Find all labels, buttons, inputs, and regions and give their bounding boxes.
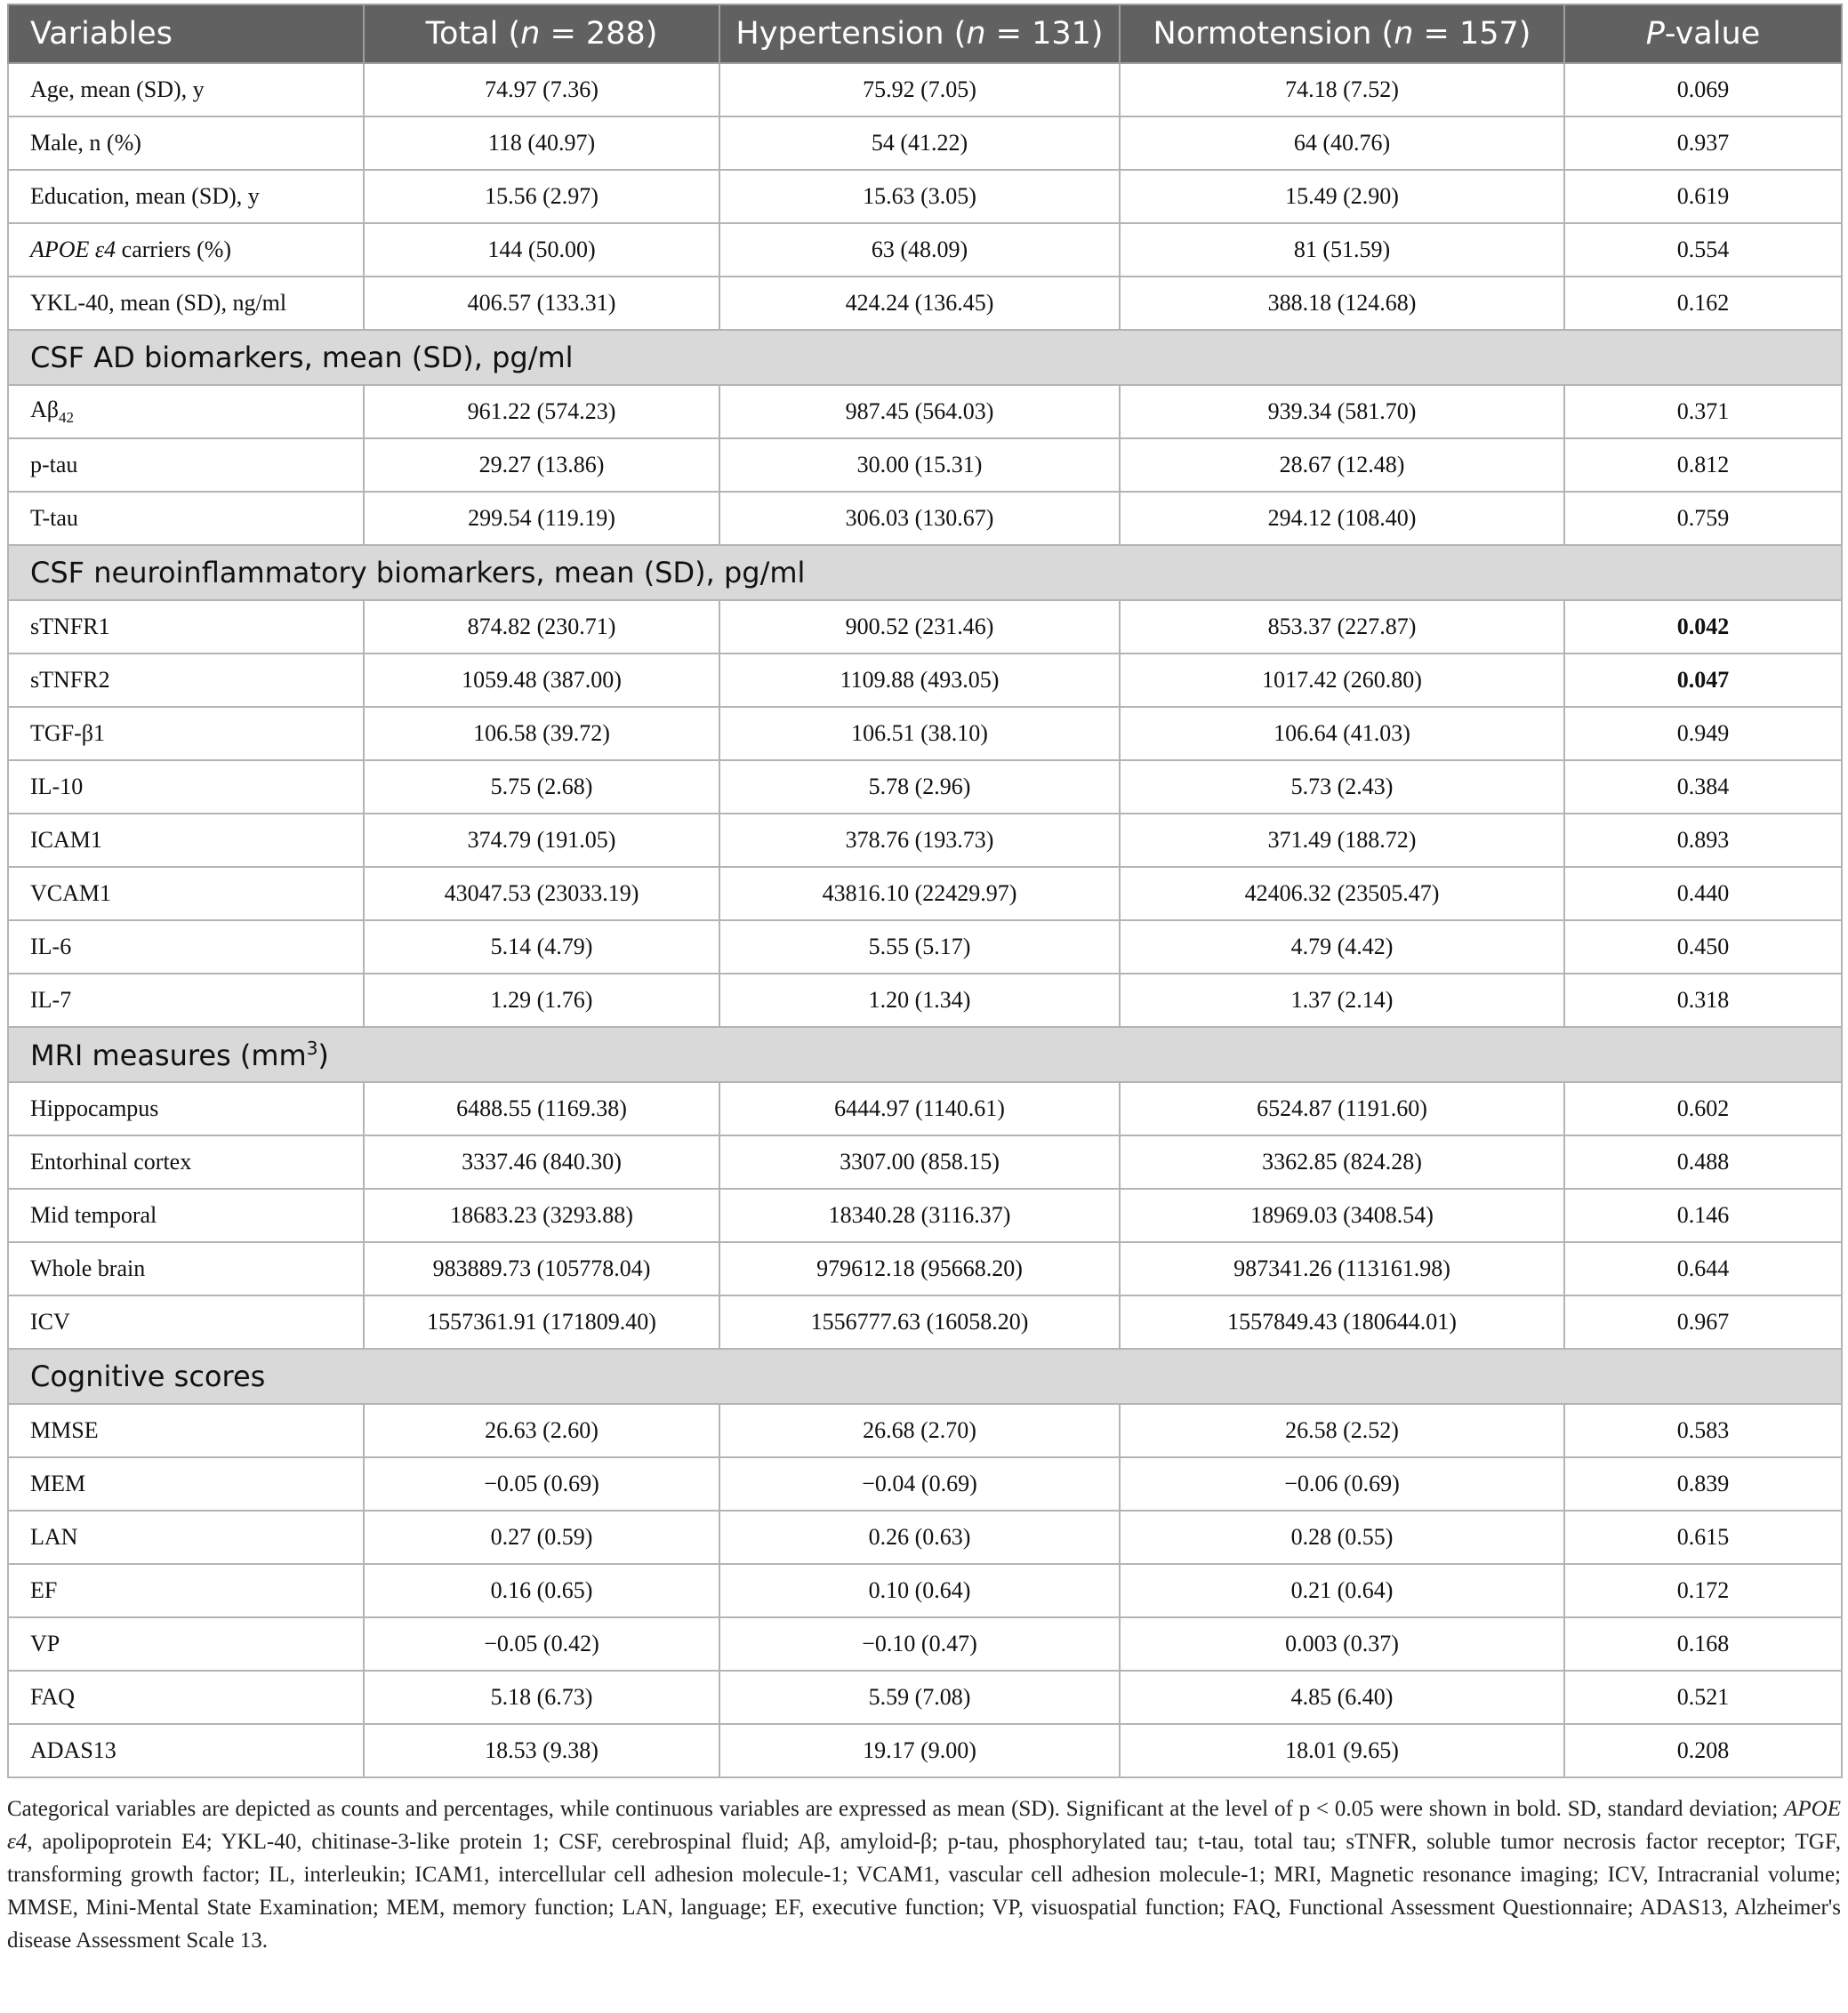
row-label: FAQ <box>8 1671 364 1724</box>
cell-p-value: 0.521 <box>1564 1671 1842 1724</box>
cell-hypertension: 54 (41.22) <box>719 116 1120 170</box>
row-label: sTNFR2 <box>8 654 364 707</box>
table-row <box>8 1135 1842 1189</box>
cell-p-value: 0.208 <box>1564 1724 1842 1777</box>
header-p-value <box>1564 4 1842 63</box>
cell-normotension: 81 (51.59) <box>1120 223 1564 277</box>
abeta-subscript: 42 <box>59 409 75 426</box>
cell-total: 5.14 (4.79) <box>364 920 719 974</box>
cell-hypertension: 63 (48.09) <box>719 223 1120 277</box>
section-cognitive: Cognitive scores <box>8 1349 1842 1404</box>
cell-normotension: 6524.87 (1191.60) <box>1120 1082 1564 1135</box>
cell-hypertension: 1109.88 (493.05) <box>719 654 1120 707</box>
cell-hypertension: 5.78 (2.96) <box>719 760 1120 814</box>
table-row <box>8 1189 1842 1242</box>
table-row <box>8 814 1842 867</box>
cell-total: 0.27 (0.59) <box>364 1511 719 1564</box>
characteristics-table <box>7 4 1843 1778</box>
table-row <box>8 1724 1842 1777</box>
header-norm-post: = 157) <box>1413 16 1531 52</box>
cell-normotension: 1017.42 (260.80) <box>1120 654 1564 707</box>
row-label: VP <box>8 1617 364 1671</box>
row-label: VCAM1 <box>8 867 364 920</box>
cell-p-value: 0.554 <box>1564 223 1842 277</box>
cell-p-value: 0.371 <box>1564 385 1842 438</box>
cell-total: 74.97 (7.36) <box>364 63 719 116</box>
table-header-row <box>8 4 1842 63</box>
cell-p-value: 0.839 <box>1564 1457 1842 1511</box>
table-row <box>8 1671 1842 1724</box>
row-label: IL-6 <box>8 920 364 974</box>
header-p-rest: -value <box>1664 16 1761 52</box>
cell-total: 106.58 (39.72) <box>364 707 719 760</box>
cell-p-value: 0.967 <box>1564 1295 1842 1349</box>
section-row <box>8 330 1842 385</box>
abeta-label: Aβ <box>30 397 60 422</box>
cell-hypertension: 6444.97 (1140.61) <box>719 1082 1120 1135</box>
cell-normotension: 42406.32 (23505.47) <box>1120 867 1564 920</box>
table-row <box>8 1617 1842 1671</box>
table-document <box>7 4 1841 1957</box>
footnote-part1: Categorical variables are depicted as counts and percentages, while continuous variables are expressed as mean (SD). Significant at the level of p < 0.05 were shown in bold. SD, standard deviation; <box>7 1797 1785 1821</box>
cell-hypertension: 987.45 (564.03) <box>719 385 1120 438</box>
cell-p-value: 0.812 <box>1564 438 1842 492</box>
row-label: ADAS13 <box>8 1724 364 1777</box>
cell-hypertension: 5.59 (7.08) <box>719 1671 1120 1724</box>
cell-hypertension: 75.92 (7.05) <box>719 63 1120 116</box>
table-row <box>8 760 1842 814</box>
cell-hypertension: 1.20 (1.34) <box>719 974 1120 1027</box>
cell-normotension: 294.12 (108.40) <box>1120 492 1564 545</box>
cell-hypertension: −0.04 (0.69) <box>719 1457 1120 1511</box>
header-variables: Variables <box>8 4 364 63</box>
header-hyp-post: = 131) <box>985 16 1104 52</box>
row-label: ICAM1 <box>8 814 364 867</box>
table-row <box>8 1564 1842 1617</box>
row-label: Male, n (%) <box>8 116 364 170</box>
table-row <box>8 654 1842 707</box>
cell-hypertension: 979612.18 (95668.20) <box>719 1242 1120 1295</box>
cell-normotension: 106.64 (41.03) <box>1120 707 1564 760</box>
table-row <box>8 63 1842 116</box>
cell-total: 299.54 (119.19) <box>364 492 719 545</box>
cell-hypertension: 15.63 (3.05) <box>719 170 1120 223</box>
cell-normotension: 4.79 (4.42) <box>1120 920 1564 974</box>
cell-p-value: 0.615 <box>1564 1511 1842 1564</box>
cell-total: 18683.23 (3293.88) <box>364 1189 719 1242</box>
table-row <box>8 974 1842 1027</box>
cell-total: 374.79 (191.05) <box>364 814 719 867</box>
row-label: YKL-40, mean (SD), ng/ml <box>8 277 364 330</box>
row-label <box>8 223 364 277</box>
cell-hypertension: 900.52 (231.46) <box>719 600 1120 654</box>
table-row <box>8 223 1842 277</box>
row-label: sTNFR1 <box>8 600 364 654</box>
cell-normotension: 28.67 (12.48) <box>1120 438 1564 492</box>
cell-p-value: 0.602 <box>1564 1082 1842 1135</box>
cell-normotension: 4.85 (6.40) <box>1120 1671 1564 1724</box>
apoe-label-rest: carriers (%) <box>116 237 232 262</box>
cell-total: 406.57 (133.31) <box>364 277 719 330</box>
cell-normotension: 18.01 (9.65) <box>1120 1724 1564 1777</box>
table-row <box>8 920 1842 974</box>
cell-p-value: 0.069 <box>1564 63 1842 116</box>
cell-p-value-significant: 0.042 <box>1564 600 1842 654</box>
section-mri <box>8 1027 1842 1082</box>
cell-normotension: 15.49 (2.90) <box>1120 170 1564 223</box>
cell-total: 3337.46 (840.30) <box>364 1135 719 1189</box>
header-normotension <box>1120 4 1564 63</box>
row-label: Hippocampus <box>8 1082 364 1135</box>
cell-hypertension: 106.51 (38.10) <box>719 707 1120 760</box>
row-label: MMSE <box>8 1404 364 1457</box>
cell-hypertension: 424.24 (136.45) <box>719 277 1120 330</box>
section-csf-neuroinflammatory: CSF neuroinflammatory biomarkers, mean (SD), pg/ml <box>8 545 1842 600</box>
section-csf-ad: CSF AD biomarkers, mean (SD), pg/ml <box>8 330 1842 385</box>
header-hyp-n: n <box>966 16 986 52</box>
cell-total: 18.53 (9.38) <box>364 1724 719 1777</box>
cell-normotension: 74.18 (7.52) <box>1120 63 1564 116</box>
cell-total: 5.18 (6.73) <box>364 1671 719 1724</box>
table-row <box>8 492 1842 545</box>
cell-hypertension: 306.03 (130.67) <box>719 492 1120 545</box>
cell-normotension: 26.58 (2.52) <box>1120 1404 1564 1457</box>
cell-total: 118 (40.97) <box>364 116 719 170</box>
cell-p-value: 0.488 <box>1564 1135 1842 1189</box>
cell-p-value: 0.583 <box>1564 1404 1842 1457</box>
cell-normotension: 371.49 (188.72) <box>1120 814 1564 867</box>
header-total-post: = 288) <box>540 16 658 52</box>
footnote-apoe-italic: APOE ε4 <box>7 1797 1841 1854</box>
cell-total: 874.82 (230.71) <box>364 600 719 654</box>
table-row <box>8 385 1842 438</box>
cell-p-value: 0.162 <box>1564 277 1842 330</box>
table-row <box>8 170 1842 223</box>
header-hyp-pre: Hypertension ( <box>735 16 967 52</box>
cell-p-value: 0.619 <box>1564 170 1842 223</box>
cell-normotension: 853.37 (227.87) <box>1120 600 1564 654</box>
cell-hypertension: 30.00 (15.31) <box>719 438 1120 492</box>
cell-total: 43047.53 (23033.19) <box>364 867 719 920</box>
cell-hypertension: 18340.28 (3116.37) <box>719 1189 1120 1242</box>
cell-hypertension: 0.26 (0.63) <box>719 1511 1120 1564</box>
cell-hypertension: 43816.10 (22429.97) <box>719 867 1120 920</box>
row-label: TGF-β1 <box>8 707 364 760</box>
cell-normotension: 18969.03 (3408.54) <box>1120 1189 1564 1242</box>
table-row <box>8 1511 1842 1564</box>
section-row <box>8 1349 1842 1404</box>
cell-p-value: 0.172 <box>1564 1564 1842 1617</box>
cell-total: 961.22 (574.23) <box>364 385 719 438</box>
cell-hypertension: 26.68 (2.70) <box>719 1404 1120 1457</box>
header-hypertension <box>719 4 1120 63</box>
cell-total: 144 (50.00) <box>364 223 719 277</box>
cell-total: −0.05 (0.42) <box>364 1617 719 1671</box>
row-label: Age, mean (SD), y <box>8 63 364 116</box>
header-total <box>364 4 719 63</box>
apoe-label-italic: APOE ε4 <box>30 237 117 262</box>
cell-total: 29.27 (13.86) <box>364 438 719 492</box>
row-label: Education, mean (SD), y <box>8 170 364 223</box>
cell-normotension: 5.73 (2.43) <box>1120 760 1564 814</box>
table-row <box>8 1242 1842 1295</box>
cell-normotension: 939.34 (581.70) <box>1120 385 1564 438</box>
cell-p-value: 0.146 <box>1564 1189 1842 1242</box>
cell-normotension: 1.37 (2.14) <box>1120 974 1564 1027</box>
cell-normotension: 0.21 (0.64) <box>1120 1564 1564 1617</box>
table-row <box>8 1457 1842 1511</box>
cell-hypertension: 1556777.63 (16058.20) <box>719 1295 1120 1349</box>
cell-total: 0.16 (0.65) <box>364 1564 719 1617</box>
row-label: LAN <box>8 1511 364 1564</box>
cell-normotension: 987341.26 (113161.98) <box>1120 1242 1564 1295</box>
cell-p-value: 0.937 <box>1564 116 1842 170</box>
cell-normotension: 3362.85 (824.28) <box>1120 1135 1564 1189</box>
table-row <box>8 600 1842 654</box>
row-label: EF <box>8 1564 364 1617</box>
cell-total: 6488.55 (1169.38) <box>364 1082 719 1135</box>
table-row <box>8 438 1842 492</box>
section-mri-pre: MRI measures (mm <box>30 1038 307 1072</box>
cell-p-value: 0.440 <box>1564 867 1842 920</box>
cell-total: 1557361.91 (171809.40) <box>364 1295 719 1349</box>
cell-total: 1.29 (1.76) <box>364 974 719 1027</box>
cell-total: 15.56 (2.97) <box>364 170 719 223</box>
table-row <box>8 1404 1842 1457</box>
cell-normotension: −0.06 (0.69) <box>1120 1457 1564 1511</box>
cell-total: 1059.48 (387.00) <box>364 654 719 707</box>
cell-p-value: 0.168 <box>1564 1617 1842 1671</box>
header-norm-pre: Normotension ( <box>1153 16 1394 52</box>
cell-hypertension: 19.17 (9.00) <box>719 1724 1120 1777</box>
section-row <box>8 545 1842 600</box>
cell-hypertension: 5.55 (5.17) <box>719 920 1120 974</box>
row-label: IL-10 <box>8 760 364 814</box>
table-row <box>8 277 1842 330</box>
cell-normotension: 0.003 (0.37) <box>1120 1617 1564 1671</box>
table-row <box>8 116 1842 170</box>
cell-total: −0.05 (0.69) <box>364 1457 719 1511</box>
cell-hypertension: 3307.00 (858.15) <box>719 1135 1120 1189</box>
cell-hypertension: 378.76 (193.73) <box>719 814 1120 867</box>
row-label: Entorhinal cortex <box>8 1135 364 1189</box>
cell-p-value: 0.450 <box>1564 920 1842 974</box>
cell-p-value: 0.893 <box>1564 814 1842 867</box>
cell-hypertension: 0.10 (0.64) <box>719 1564 1120 1617</box>
table-row <box>8 867 1842 920</box>
cell-total: 26.63 (2.60) <box>364 1404 719 1457</box>
cell-p-value: 0.949 <box>1564 707 1842 760</box>
cell-total: 983889.73 (105778.04) <box>364 1242 719 1295</box>
section-mri-sup: 3 <box>306 1037 318 1059</box>
table-row <box>8 707 1842 760</box>
cell-p-value: 0.644 <box>1564 1242 1842 1295</box>
row-label: IL-7 <box>8 974 364 1027</box>
header-total-n: n <box>520 16 541 52</box>
footnote-part2: , apolipoprotein E4; YKL-40, chitinase-3-like protein 1; CSF, cerebrospinal fluid; Aβ, amyloid-β; p-tau, phosphorylated tau; t-tau, total tau; sTNFR, soluble tumor necrosis factor receptor; TGF, transforming growth factor; IL, interleukin; ICAM1, intercellular cell adhesion molecule-1; VCAM1, vascular cell adhesion molecule-1; MRI, Magnetic resonance imaging; ICV, Intracranial volume; MMSE, Mini-Mental State Examination; MEM, memory function; LAN, language; EF, executive function; VP, visuospatial function; FAQ, Functional Assessment Questionnaire; ADAS13, Alzheimer's disease Assessment Scale 13. <box>7 1830 1841 1953</box>
row-label <box>8 385 364 438</box>
header-norm-n: n <box>1394 16 1414 52</box>
row-label: p-tau <box>8 438 364 492</box>
cell-p-value-significant: 0.047 <box>1564 654 1842 707</box>
row-label: Mid temporal <box>8 1189 364 1242</box>
cell-normotension: 0.28 (0.55) <box>1120 1511 1564 1564</box>
cell-p-value: 0.318 <box>1564 974 1842 1027</box>
section-mri-post: ) <box>317 1038 329 1072</box>
cell-hypertension: −0.10 (0.47) <box>719 1617 1120 1671</box>
table-footnote <box>7 1792 1841 1957</box>
section-row <box>8 1027 1842 1082</box>
row-label: T-tau <box>8 492 364 545</box>
cell-normotension: 388.18 (124.68) <box>1120 277 1564 330</box>
row-label: Whole brain <box>8 1242 364 1295</box>
row-label: MEM <box>8 1457 364 1511</box>
table-row <box>8 1082 1842 1135</box>
cell-p-value: 0.759 <box>1564 492 1842 545</box>
table-row <box>8 1295 1842 1349</box>
header-p-italic: P <box>1645 16 1665 52</box>
cell-normotension: 1557849.43 (180644.01) <box>1120 1295 1564 1349</box>
row-label: ICV <box>8 1295 364 1349</box>
header-total-pre: Total ( <box>425 16 521 52</box>
cell-normotension: 64 (40.76) <box>1120 116 1564 170</box>
cell-p-value: 0.384 <box>1564 760 1842 814</box>
cell-total: 5.75 (2.68) <box>364 760 719 814</box>
